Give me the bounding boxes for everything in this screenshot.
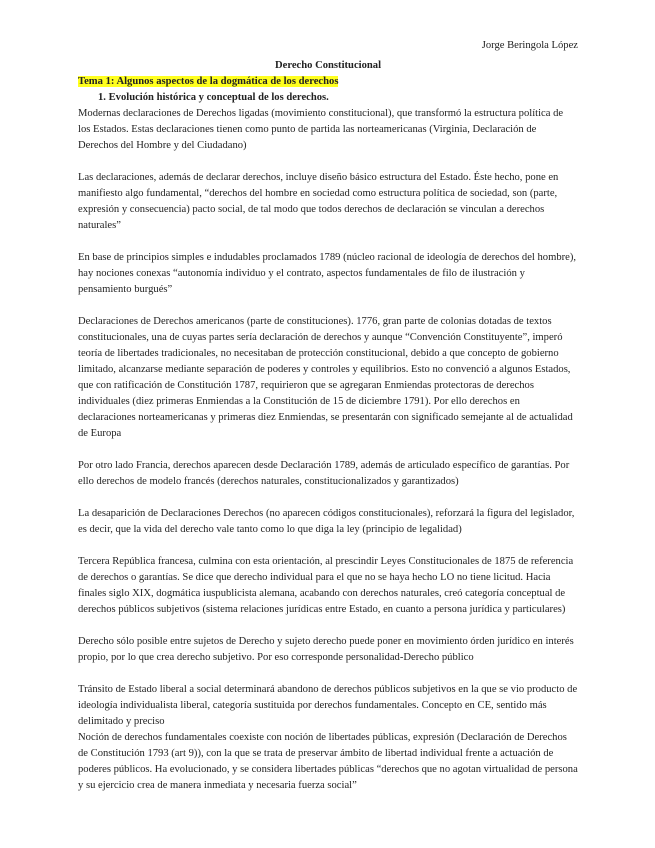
highlighted-heading-text: Tema 1: Algunos aspectos de la dogmática de los derechos xyxy=(78,76,339,87)
paragraph: La desaparición de Declaraciones Derechos (no aparecen códigos constitucionales), reforzará la figura del legislador, es decir, que la vida del derecho vale tanto como lo que diga la ley (principio de legalidad) xyxy=(78,508,575,535)
document-title: Derecho Constitucional xyxy=(274,60,382,71)
paragraph: Derecho sólo posible entre sujetos de Derecho y sujeto derecho puede poner en movimiento órden jurídico en interés propio, por lo que crea derecho subjetivo. Por eso corresponde personalidad-Derecho público xyxy=(78,636,574,663)
paragraph: Tercera República francesa, culmina con esta orientación, al prescindir Leyes Constitucionales de 1875 de referencia de derechos o garantías. Se dice que derecho individual para el que no se haya hecho LO no tiene licitud. Hacia finales siglo XIX, dogmática iuspublicista alemana, acabando con derechos naturales, creó categoría conceptual de derechos públicos subjetivos (sistema relaciones jurídicas entre Estado, en cuanto a persona jurídica y particulares) xyxy=(78,556,574,615)
paragraph: Las declaraciones, además de declarar derechos, incluye diseño básico estructura del Estado. Éste hecho, pone en manifiesto algo fundamental, “derechos del hombre en sociedad como estructura política de sociedad, son (parte, expresión y consecuencia) pacto social, de tal modo que todos derechos de declaración se vinculan a derechos naturales” xyxy=(78,172,559,231)
paragraph: Tránsito de Estado liberal a social determinará abandono de derechos públicos subjetivos en la que se vio producto de ideología individualista liberal, categoría sustituida por derechos fundamentales. Concepto en CE, sentido más delimitado y preciso xyxy=(78,684,578,727)
author-name: Jorge Beringola López xyxy=(481,40,578,51)
document-page xyxy=(78,38,578,794)
paragraph: Declaraciones de Derechos americanos (parte de constituciones). 1776, gran parte de colonias dotadas de textos constitucionales, una de cuyas partes sería declaración de derechos y aunque “Convención Constituyente”, imperó teoría de libertades tradicionales, no necesitaban de protección constitucional, debido a que concepto de gobierno limitado, alcanzarse mediante separación de poderes y controles y equilibrios. Esto no convenció a algunos Estados, que con ratificación de Constitución 1787, requirieron que se agregaran Enmiendas protectoras de derechos individuales (diez primeras Enmiendas a la Constitución de 15 de diciembre 1791). Por ello derechos en declaraciones norteamericanas y primeras diez Enmiendas, se presentarán con significado semejante al de actualidad de Europa xyxy=(78,316,573,439)
paragraph: Por otro lado Francia, derechos aparecen desde Declaración 1789, además de articulado específico de garantías. Por ello derechos de modelo francés (derechos naturales, constitucionalizados y garantizados) xyxy=(78,460,570,487)
paragraph: En base de principios simples e indudables proclamados 1789 (núcleo racional de ideología de derechos del hombre), hay nociones conexas “autonomía individuo y el contrato, aspectos fundamentales de filo de ilustración y pensamiento burgués” xyxy=(78,252,577,295)
paragraph: Modernas declaraciones de Derechos ligadas (movimiento constitucional), que transformó la estructura política de los Estados. Estas declaraciones tienen como punto de partida las norteamericanas (Virginia, Declaración de Derechos del Hombre y del Ciudadano) xyxy=(78,108,564,151)
subsection-heading: 1. Evolución histórica y conceptual de los derechos. xyxy=(98,92,329,103)
paragraph: Noción de derechos fundamentales coexiste con noción de libertades públicas, expresión (Declaración de Derechos de Constitución 1793 (art 9)), con la que se trata de preservar ámbito de libertad individual frente a actuación de poderes públicos. Ha evolucionado, y se considera libertades públicas “derechos que no agotan virtualidad de persona y su ejercicio crea de manera inmediata y necesaria fuerza social” xyxy=(78,732,578,791)
section-heading xyxy=(78,74,578,90)
